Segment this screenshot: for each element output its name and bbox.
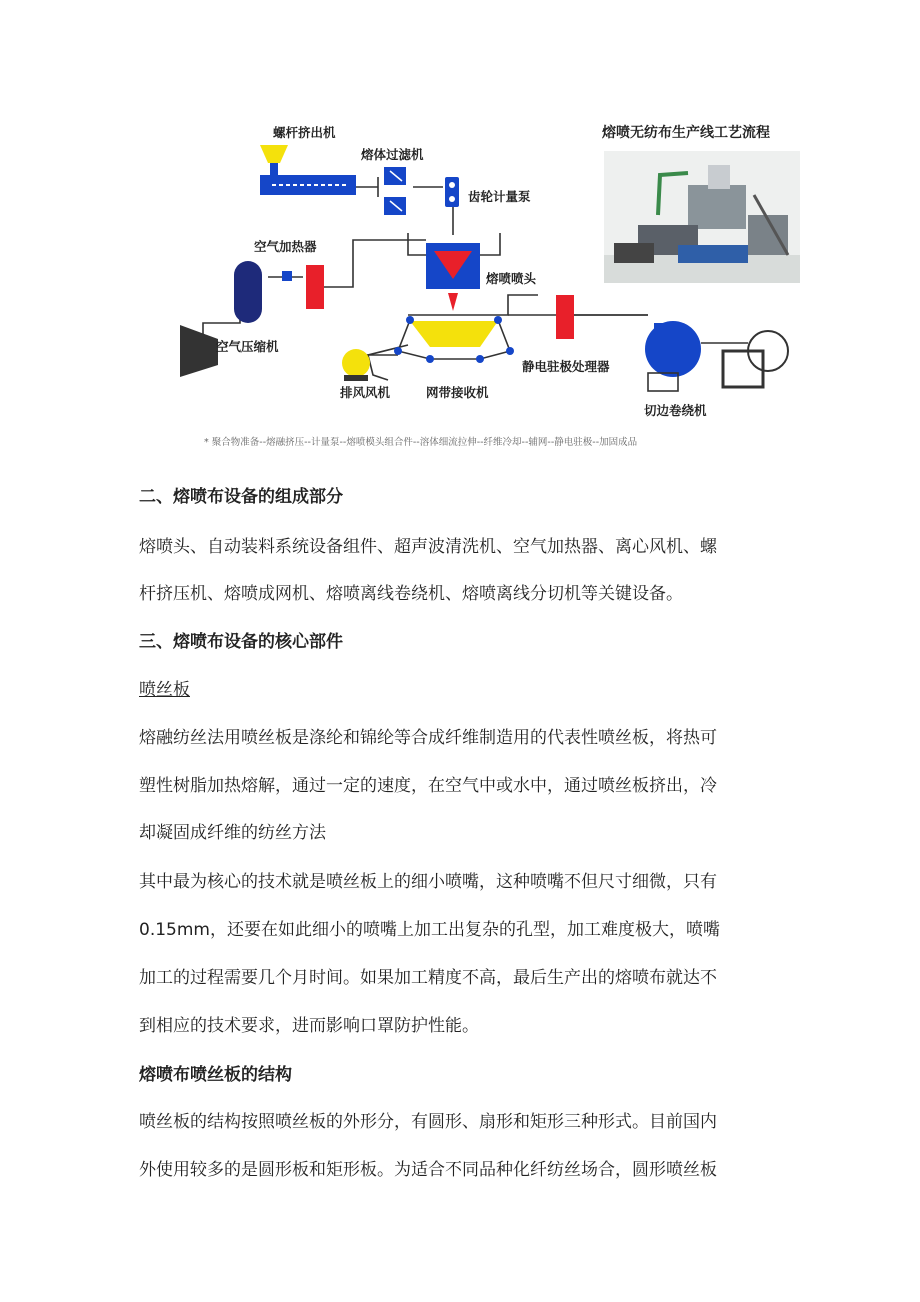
section2-line-1: 熔喷头、自动装料系统设备组件、超声波清洗机、空气加热器、离心风机、螺 [139,537,717,557]
hopper-neck [270,163,278,175]
process-flow-diagram [168,115,808,455]
spinneret-link-text[interactable]: 喷丝板 [139,680,190,700]
collector-hood [410,321,498,347]
para2-line-4: 到相应的技术要求，进而影响口罩防护性能。 [139,1016,479,1036]
melt-stream [448,293,458,311]
para3-line-1: 喷丝板的结构按照喷丝板的外形分，有圆形、扇形和矩形三种形式。目前国内 [139,1112,717,1132]
cutter-box [723,351,763,387]
air-tank [234,261,262,323]
section3-heading: 三、熔喷布设备的核心部件 [139,632,343,652]
label-air-compressor: 空气压缩机 [216,339,279,354]
label-air-heater: 空气加热器 [254,239,317,254]
section2-line-2: 杆挤压机、熔喷成网机、熔喷离线卷绕机、熔喷离线分切机等关键设备。 [139,584,683,604]
label-exhaust-fan: 排风风机 [340,385,391,400]
extruder-hopper [260,145,288,163]
label-gear-pump: 齿轮计量泵 [468,189,531,204]
label-extruder: 螺杆挤出机 [273,125,336,140]
production-line-photo [604,151,800,283]
section2-heading: 二、熔喷布设备的组成部分 [139,487,343,507]
para2-line-3: 加工的过程需要几个月时间。如果加工精度不高，最后生产出的熔喷布就达不 [139,968,717,988]
label-melt-filter: 熔体过滤机 [361,147,424,162]
label-winder: 切边卷绕机 [644,403,707,418]
air-compressor [180,325,218,377]
para3-line-2: 外使用较多的是圆形板和矩形板。为适合不同品种化纤纺丝场合，圆形喷丝板 [139,1160,717,1180]
label-electrostatic: 静电驻极处理器 [522,359,610,374]
process-caption: * 聚合物准备--熔融挤压--计量泵--熔喷模头组合件--溶体细流拉伸--纤维冷却--辅网--静电驻极--加固成品 [204,437,638,448]
para1-line-1: 熔融纺丝法用喷丝板是涤纶和锦纶等合成纤维制造用的代表性喷丝板，将热可 [139,728,717,748]
structure-subheading: 熔喷布喷丝板的结构 [139,1065,292,1085]
winder-drum [645,321,701,377]
air-valve [282,271,292,281]
para2-line-2: 0.15mm，还要在如此细小的喷嘴上加工出复杂的孔型，加工难度极大，喷嘴 [139,920,720,940]
air-heater [306,265,324,309]
electrostatic-unit [556,295,574,339]
process-flow-figure [168,115,808,455]
exhaust-fan [342,349,370,377]
para1-line-3: 却凝固成纤维的纺丝方法 [139,823,326,843]
label-die-head: 熔喷喷头 [486,271,537,286]
photo-title: 熔喷无纺布生产线工艺流程 [602,125,770,141]
para2-line-1: 其中最为核心的技术就是喷丝板上的细小喷嘴，这种喷嘴不但尺寸细微，只有 [139,872,717,892]
spinneret-link[interactable] [139,677,190,703]
label-conveyor: 网带接收机 [426,385,489,400]
para1-line-2: 塑性树脂加热熔解，通过一定的速度，在空气中或水中，通过喷丝板挤出，冷 [139,776,717,796]
gear-pump [445,177,459,207]
